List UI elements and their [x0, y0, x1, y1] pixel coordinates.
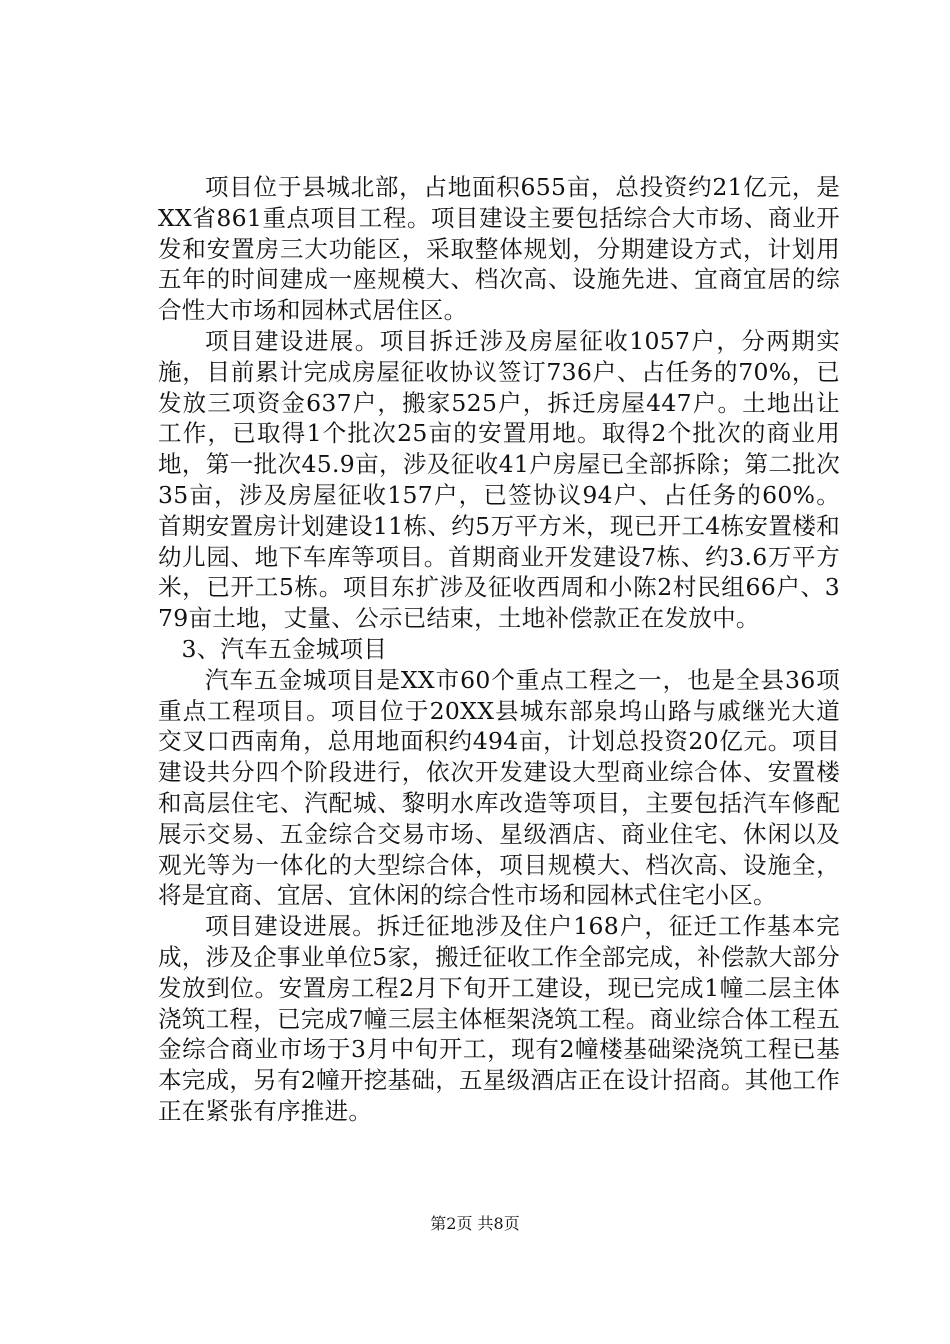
paragraph-auto-hardware-overview: 汽车五金城项目是XX市60个重点工程之一，也是全县36项重点工程项目。项目位于20XX县城东部泉坞山路与戚继光大道交叉口西南角，总用地面积约494亩，计划总投资20亿元。项目建设共分四个阶段进行，依次开发建设大型商业综合体、安置楼和高层住宅、汽配城、黎明水库改造等项目，主要包括汽车修配展示交易、五金综合交易市场、星级酒店、商业住宅、休闲以及观光等为一体化的大型综合体，项目规模大、档次高、设施全，将是宜商、宜居、宜休闲的综合性市场和园林式住宅小区。: [158, 665, 840, 910]
paragraph-project-progress: 项目建设进展。项目拆迁涉及房屋征收1057户，分两期实施，目前累计完成房屋征收协议签订736户、占任务的70%，已发放三项资金637户，搬家525户，拆迁房屋447户。土地出让工作，已取得1个批次25亩的安置用地。取得2个批次的商业用地，第一批次45.9亩，涉及征收41户房屋已全部拆除；第二批次35亩，涉及房屋征收157户，已签协议94户、占任务的60%。首期安置房计划建设11栋、约5万平方米，现已开工4栋安置楼和幼儿园、地下车库等项目。首期商业开发建设7栋、约3.6万平方米，已开工5栋。项目东扩涉及征收西周和小陈2村民组66户、379亩土地，丈量、公示已结束，土地补偿款正在发放中。: [158, 326, 840, 633]
paragraph-auto-hardware-progress: 项目建设进展。拆迁征地涉及住户168户，征迁工作基本完成，涉及企事业单位5家，搬迁征收工作全部完成，补偿款大部分发放到位。安置房工程2月下旬开工建设，现已完成1幢二层主体浇筑工程，已完成7幢三层主体框架浇筑工程。商业综合体工程五金综合商业市场于3月中旬开工，现有2幢楼基础梁浇筑工程已基本完成，另有2幢开挖基础，五星级酒店正在设计招商。其他工作正在紧张有序推进。: [158, 912, 840, 1125]
document-body: [158, 172, 840, 1127]
section-heading-auto-hardware-city: 3、汽车五金城项目: [181, 634, 388, 663]
page-footer: 第2页 共8页: [430, 1214, 520, 1233]
paragraph-project-overview: 项目位于县城北部，占地面积655亩，总投资约21亿元，是XX省861重点项目工程。项目建设主要包括综合大市场、商业开发和安置房三大功能区，采取整体规划，分期建设方式，计划用五年的时间建成一座规模大、档次高、设施先进、宜商宜居的综合性大市场和园林式居住区。: [158, 173, 840, 325]
